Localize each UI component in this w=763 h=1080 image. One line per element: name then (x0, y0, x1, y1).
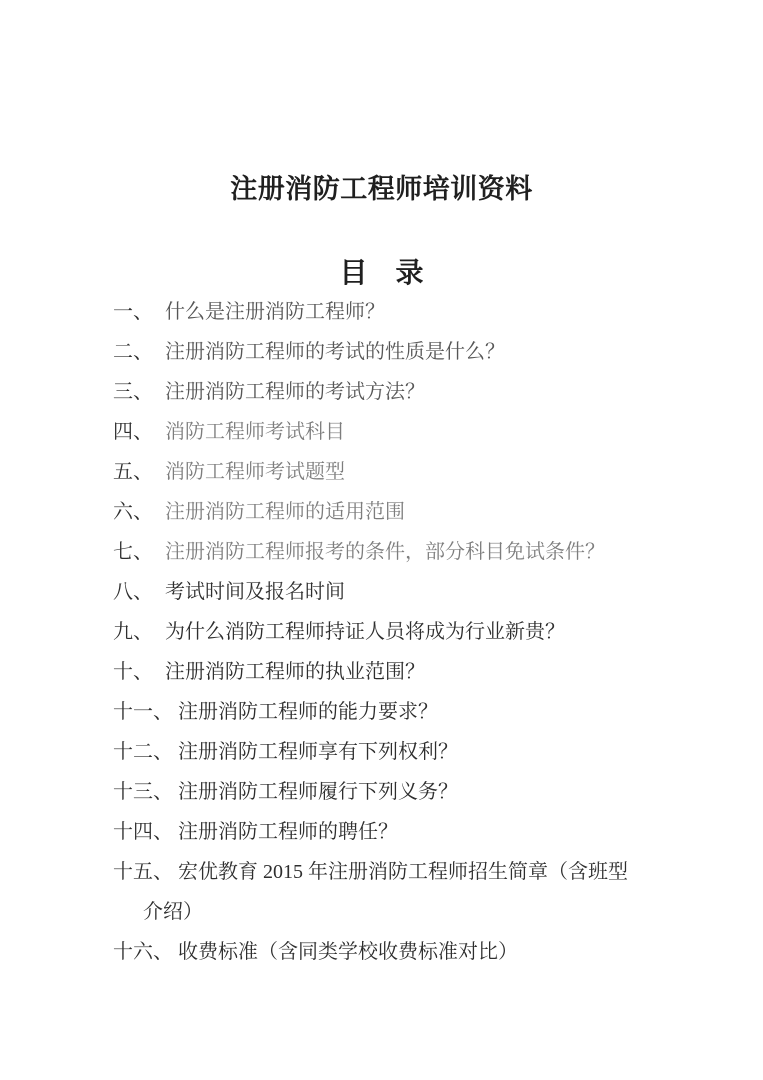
toc-item-text: 注册消防工程师报考的条件，部分科目免试条件？ (165, 541, 605, 563)
toc-item-text: 为什么消防工程师持证人员将成为行业新贵？ (165, 621, 565, 643)
toc-item-number: 一、 (113, 301, 153, 323)
toc-item-text: 宏优教育 2015 年注册消防工程师招生简章（含班型 (178, 861, 628, 883)
toc-item (113, 692, 703, 732)
toc-item (113, 612, 703, 652)
toc-item-continuation: 介绍） (143, 901, 203, 923)
toc-item-number: 六、 (113, 501, 153, 523)
toc-item-number: 五、 (113, 461, 153, 483)
toc-item-text: 什么是注册消防工程师？ (165, 301, 385, 323)
document-title: 注册消防工程师培训资料 (230, 174, 533, 204)
toc-item (113, 452, 703, 492)
toc-item-text: 注册消防工程师的考试的性质是什么？ (165, 341, 505, 363)
toc-item-number: 二、 (113, 341, 153, 363)
toc-item-text: 注册消防工程师的适用范围 (165, 501, 405, 523)
toc-item-text: 注册消防工程师的执业范围？ (165, 661, 425, 683)
toc-item (113, 492, 703, 532)
toc-item (113, 332, 703, 372)
toc-item-number: 三、 (113, 381, 153, 403)
toc-item-number: 八、 (113, 581, 153, 603)
toc-item (113, 532, 703, 572)
toc-item (113, 932, 703, 972)
toc-item-text: 考试时间及报名时间 (165, 581, 345, 603)
toc-item-text: 消防工程师考试科目 (165, 421, 345, 443)
toc-item-number: 十二、 (113, 741, 173, 763)
toc-item-text: 注册消防工程师的能力要求？ (178, 701, 438, 723)
toc-item-number: 十六、 (113, 941, 173, 963)
toc-item-text: 注册消防工程师履行下列义务？ (178, 781, 458, 803)
toc-item-text: 注册消防工程师的聘任？ (178, 821, 398, 843)
toc-item (113, 652, 703, 692)
toc-item-number: 九、 (113, 621, 153, 643)
toc-item-number: 十三、 (113, 781, 173, 803)
toc-item-number: 十一、 (113, 701, 173, 723)
toc-item-text: 注册消防工程师享有下列权利？ (178, 741, 458, 763)
toc-item (113, 292, 703, 332)
toc-item (113, 732, 703, 772)
toc-item-number: 四、 (113, 421, 153, 443)
toc-item-number: 七、 (113, 541, 153, 563)
toc-heading: 目 录 (339, 258, 424, 289)
toc-item-number: 十、 (113, 661, 153, 683)
toc-list (0, 292, 763, 972)
toc-item-text: 消防工程师考试题型 (165, 461, 345, 483)
toc-item-number: 十四、 (113, 821, 173, 843)
toc-item (113, 372, 703, 412)
toc-item-number: 十五、 (113, 861, 173, 883)
toc-item (113, 812, 703, 852)
toc-item-text: 收费标准（含同类学校收费标准对比） (178, 941, 518, 963)
toc-item (113, 412, 703, 452)
toc-item (113, 852, 703, 932)
toc-item-text: 注册消防工程师的考试方法？ (165, 381, 425, 403)
toc-item (113, 572, 703, 612)
toc-item (113, 772, 703, 812)
